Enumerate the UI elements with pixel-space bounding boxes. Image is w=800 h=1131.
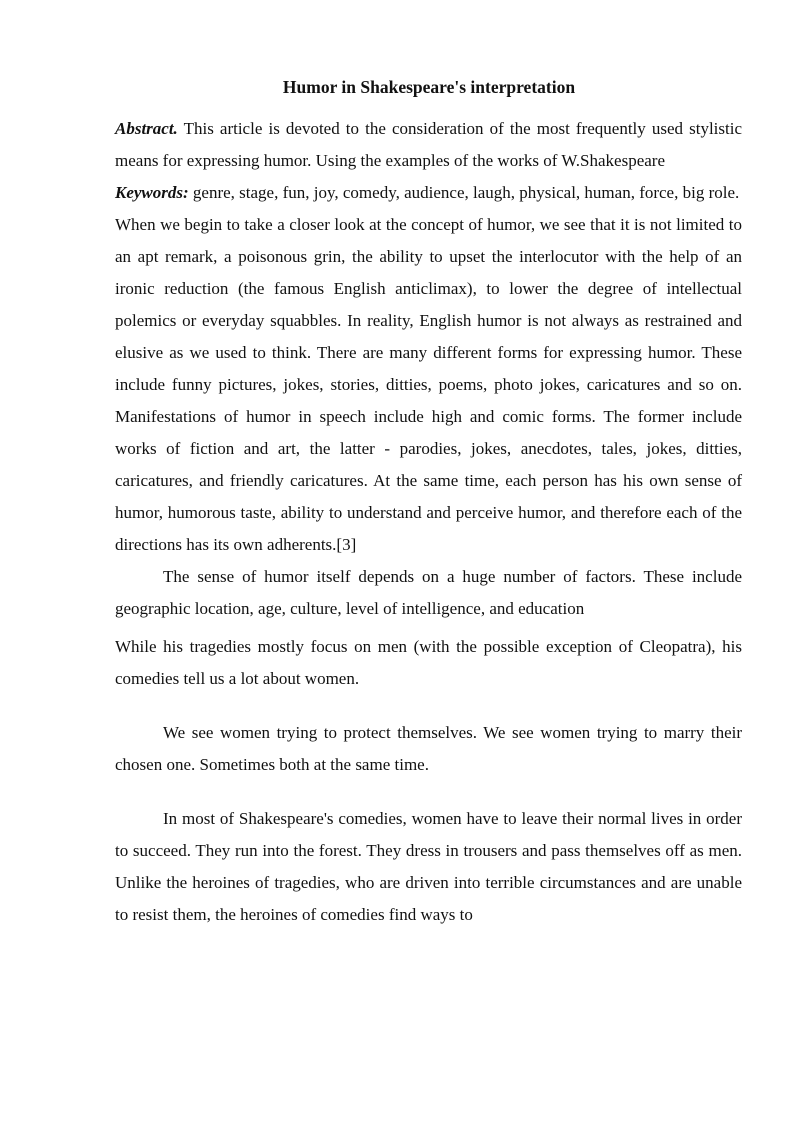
body-paragraph: The sense of humor itself depends on a huge number of factors. These include geographic location, age, culture, level of intelligence, and education xyxy=(115,567,742,618)
abstract-text: This article is devoted to the consideration of the most frequently used stylistic means for expressing humor. Using the examples of the works of W.Shakespeare xyxy=(115,119,742,170)
body-paragraph: When we begin to take a closer look at the concept of humor, we see that it is not limited to an apt remark, a poisonous grin, the ability to upset the interlocutor with the help of an ironic reduction (the famous English anticlimax), to lower the degree of intellectual polemics or everyday squabbles. In reality, English humor is not always as restrained and elusive as we used to think. There are many different forms for expressing humor. These include funny pictures, jokes, stories, ditties, poems, photo jokes, caricatures and so on. Manifestations of humor in speech include high and comic forms. The former include works of fiction and art, the latter - parodies, jokes, anecdotes, tales, jokes, ditties, caricatures, and friendly caricatures. At the same time, each person has his own sense of humor, humorous taste, ability to understand and perceive humor, and therefore each of the directions has its own adherents.[3] xyxy=(115,215,742,554)
document-body xyxy=(115,113,742,931)
body-paragraph: We see women trying to protect themselves. We see women trying to marry their chosen one. Sometimes both at the same time. xyxy=(115,723,742,774)
keywords-paragraph xyxy=(115,177,742,209)
keywords-text: genre, stage, fun, joy, comedy, audience, laugh, physical, human, force, big role. xyxy=(188,183,740,202)
body-paragraph: In most of Shakespeare's comedies, women have to leave their normal lives in order to succeed. They run into the forest. They dress in trousers and pass themselves off as men. Unlike the heroines of tragedies, who are driven into terrible circumstances and are unable to resist them, the heroines of comedies find ways to xyxy=(115,809,742,924)
body-paragraph: While his tragedies mostly focus on men (with the possible exception of Cleopatra), his comedies tell us a lot about women. xyxy=(115,637,742,688)
abstract-paragraph xyxy=(115,113,742,177)
abstract-label: Abstract. xyxy=(115,119,178,138)
document-title: Humor in Shakespeare's interpretation xyxy=(282,77,576,97)
keywords-label: Keywords: xyxy=(115,183,189,202)
